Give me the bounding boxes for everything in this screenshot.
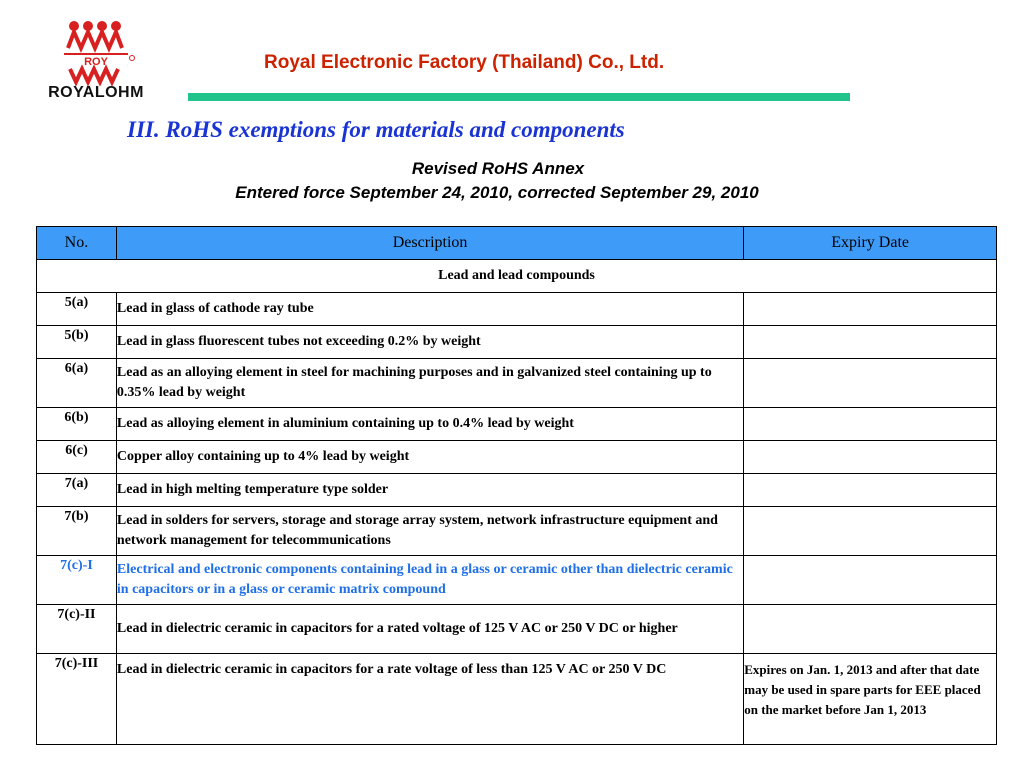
header-expiry-date: Expiry Date xyxy=(744,227,997,260)
row-expiry xyxy=(744,293,997,326)
row-description: Lead in glass of cathode ray tube xyxy=(116,293,743,326)
table-row xyxy=(37,474,997,507)
row-description: Lead in solders for servers, storage and storage array system, network infrastructure equipment and network management for telecommunications xyxy=(116,507,743,556)
row-description: Lead in glass fluorescent tubes not exceeding 0.2% by weight xyxy=(116,326,743,359)
header-description: Description xyxy=(116,227,743,260)
rohs-exemptions-table xyxy=(36,226,997,745)
row-no: 7(a) xyxy=(37,474,117,507)
table-row-highlighted xyxy=(37,556,997,605)
row-expiry xyxy=(744,359,997,408)
row-description: Lead in dielectric ceramic in capacitors for a rated voltage of 125 V AC or 250 V DC or higher xyxy=(116,605,743,654)
subtitle-revised-annex xyxy=(0,159,1024,179)
table-row xyxy=(37,654,997,745)
row-description: Lead in dielectric ceramic in capacitors for a rate voltage of less than 125 V AC or 250 V DC xyxy=(116,654,743,745)
company-name: Royal Electronic Factory (Thailand) Co., Ltd. xyxy=(264,52,665,73)
row-no: 6(b) xyxy=(37,408,117,441)
table-row xyxy=(37,326,997,359)
row-expiry: Expires on Jan. 1, 2013 and after that date may be used in spare parts for EEE placed on the market before Jan 1, 2013 xyxy=(744,654,997,745)
row-description: Lead as an alloying element in steel for machining purposes and in galvanized steel containing up to 0.35% lead by weight xyxy=(116,359,743,408)
row-description: Electrical and electronic components containing lead in a glass or ceramic other than dielectric ceramic in capacitors or in a glass or ceramic matrix compound xyxy=(116,556,743,605)
row-expiry xyxy=(744,507,997,556)
group-row xyxy=(37,260,997,293)
row-no: 7(b) xyxy=(37,507,117,556)
row-no: 5(a) xyxy=(37,293,117,326)
row-no: 6(a) xyxy=(37,359,117,408)
row-expiry xyxy=(744,474,997,507)
row-expiry xyxy=(744,441,997,474)
row-no: 6(c) xyxy=(37,441,117,474)
row-expiry xyxy=(744,605,997,654)
table-row xyxy=(37,293,997,326)
row-no: 5(b) xyxy=(37,326,117,359)
header-no: No. xyxy=(37,227,117,260)
table-row xyxy=(37,408,997,441)
table-row xyxy=(37,605,997,654)
table-row xyxy=(37,359,997,408)
row-no: 7(c)-I xyxy=(37,556,117,605)
subtitle-1-text: Revised RoHS Annex xyxy=(411,159,585,178)
row-description: Copper alloy containing up to 4% lead by weight xyxy=(116,441,743,474)
row-description: Lead in high melting temperature type solder xyxy=(116,474,743,507)
royalohm-logo xyxy=(40,14,152,110)
header-divider xyxy=(188,93,850,101)
royalohm-mark-icon xyxy=(40,14,152,86)
subtitle-entered-force xyxy=(0,183,1024,203)
logo-mark-text: ROY xyxy=(84,56,108,68)
table-header-row xyxy=(37,227,997,260)
table-row xyxy=(37,507,997,556)
row-no: 7(c)-II xyxy=(37,605,117,654)
row-expiry xyxy=(744,408,997,441)
logo-wordmark: ROYALOHM xyxy=(48,84,144,101)
row-description: Lead as alloying element in aluminium containing up to 0.4% lead by weight xyxy=(116,408,743,441)
row-expiry xyxy=(744,326,997,359)
row-no: 7(c)-III xyxy=(37,654,117,745)
row-expiry xyxy=(744,556,997,605)
section-title: III. RoHS exemptions for materials and components xyxy=(127,117,625,142)
table-row xyxy=(37,441,997,474)
group-lead-compounds: Lead and lead compounds xyxy=(37,260,997,293)
subtitle-2-text: Entered force September 24, 2010, corrected September 29, 2010 xyxy=(235,183,759,202)
